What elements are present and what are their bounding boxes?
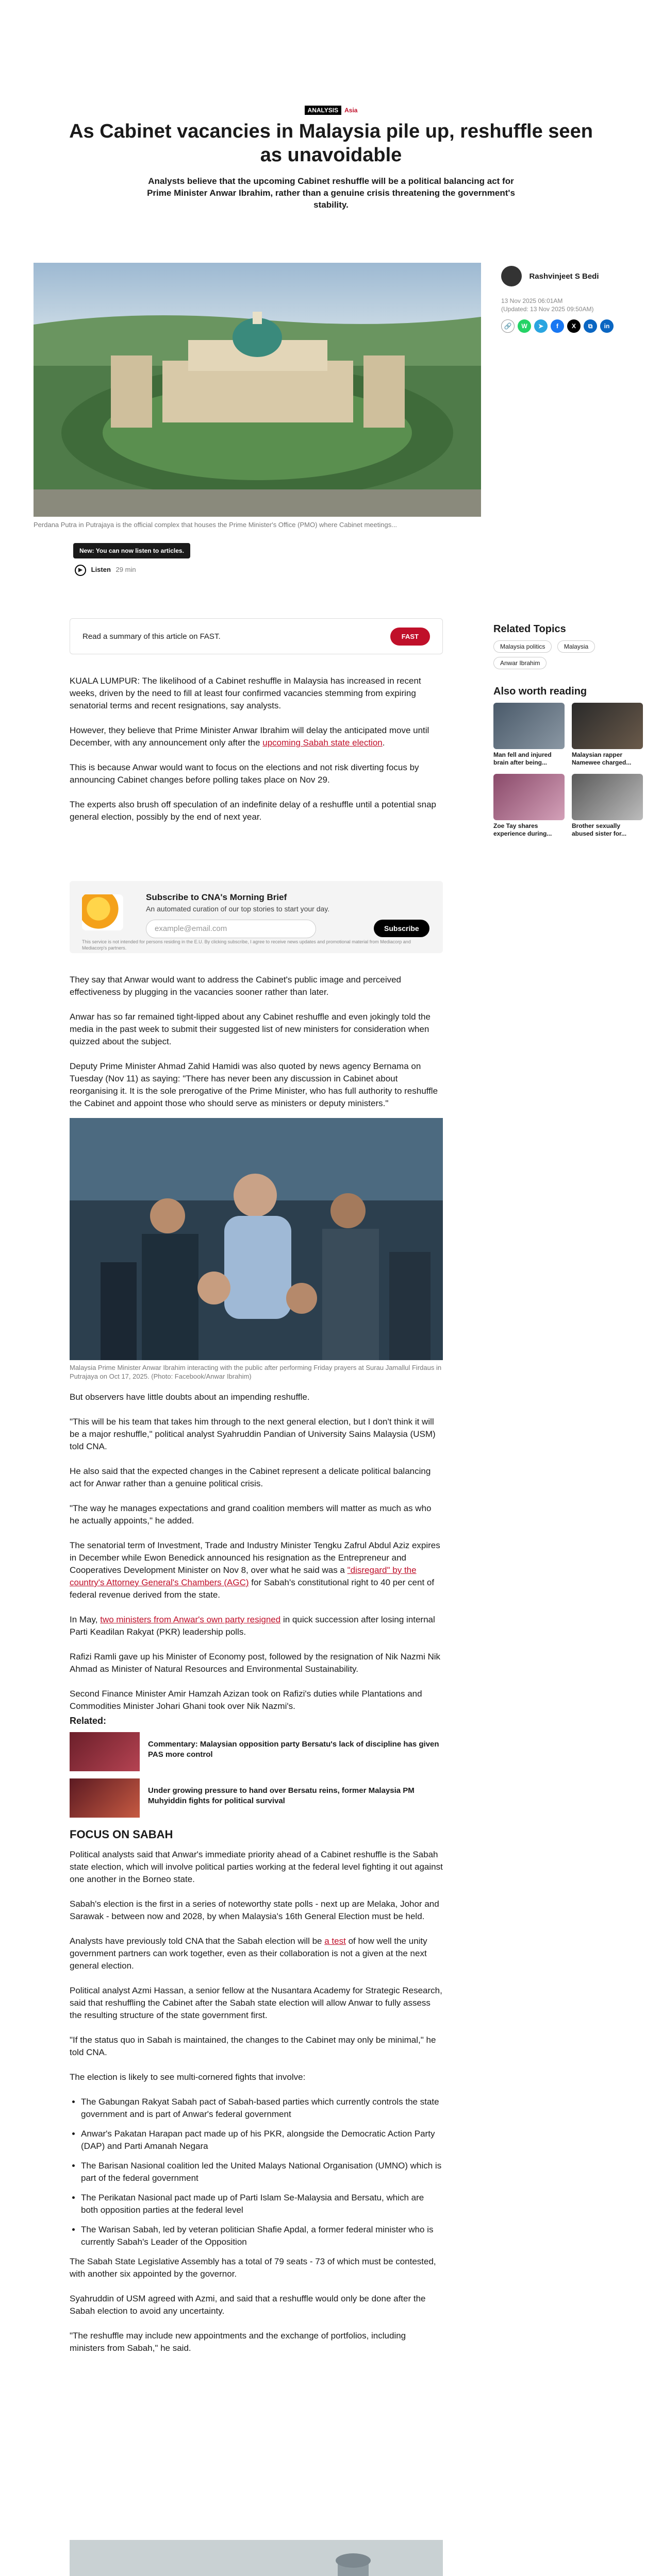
also-title[interactable]: Man fell and injured brain after being... — [493, 751, 552, 766]
related-thumbnail[interactable] — [70, 1732, 140, 1771]
agc-disregard-link[interactable]: "disregard" by the country's Attorney General's Chambers (AGC) — [70, 1565, 417, 1587]
analysis-tag: ANALYSIS — [305, 106, 342, 115]
list-item: • Anwar's Pakatan Harapan pact made up of his PKR, alongside the Democratic Action Party (DAP) and Parti Amanah Negara — [81, 2128, 443, 2153]
paragraph: "The way he manages expectations and grand coalition members will matter as much as who he actually appoints," he added. — [70, 1503, 432, 1526]
article-dates — [501, 297, 640, 313]
topic-pill[interactable]: Anwar Ibrahim — [493, 657, 547, 669]
anwar-photo — [70, 1118, 443, 1360]
paragraph: They say that Anwar would want to address the Cabinet's public image and perceived effectiveness by plugging in the vacancies sooner rather than later. — [70, 975, 402, 997]
list-item: • The Perikatan Nasional pact made up of Parti Islam Se-Malaysia and Bersatu, which are both opposition parties at the federal level — [81, 2192, 443, 2216]
paragraph: Rafizi Ramli gave up his Minister of Economy post, followed by the resignation of Nik Nazmi Nik Ahmad as Minister of Natural Resources and Environmental Sustainability. — [70, 1652, 441, 1674]
also-title[interactable]: Zoe Tay shares experience during... — [493, 822, 552, 837]
linkedin-icon[interactable]: in — [600, 319, 614, 333]
newsletter-subtitle: An automated curation of our top stories to start your day. — [146, 905, 330, 913]
also-thumbnail[interactable] — [493, 774, 565, 820]
updated-date: (Updated: 13 Nov 2025 09:50AM) — [501, 306, 594, 313]
hero-caption: Perdana Putra in Putrajaya is the official complex that houses the Prime Minister's Office (PMO) where Cabinet meetings... — [34, 521, 398, 529]
paragraph: "The reshuffle may include new appointments and the exchange of portfolios, including ministers from Sabah," he said. — [70, 2331, 406, 2353]
also-item[interactable] — [572, 774, 643, 838]
author-name[interactable]: Rashvinjeet S Bedi — [529, 272, 599, 281]
paragraph: Political analysts said that Anwar's immediate priority ahead of a Cabinet reshuffle is the Sabah state election, which will involve political parties working at the federal level fighting it out against one another in the Borneo state. — [70, 1850, 443, 1884]
kota-kinabalu-photo — [70, 2540, 443, 2576]
also-thumbnail[interactable] — [572, 703, 643, 749]
also-thumbnail[interactable] — [493, 703, 565, 749]
paragraph: KUALA LUMPUR: The likelihood of a Cabinet reshuffle in Malaysia has increased in recent weeks, driven by the need to fill at least four confirmed vacancies stemming from expiring senatorial terms and recent resignations, say analysts. — [70, 676, 421, 710]
party-list — [81, 2096, 443, 2248]
facebook-icon[interactable]: f — [551, 319, 564, 333]
article-tags — [0, 106, 662, 115]
play-icon: ▶ — [75, 565, 86, 576]
listen-label: Listen — [91, 566, 111, 574]
also-thumbnail[interactable] — [572, 774, 643, 820]
paragraph: Political analyst Azmi Hassan, a senior fellow at the Nusantara Academy for Strategic Research, said that reshuffling the Cabinet after the Sabah state election will allow Anwar to fully assess the resulting structure of the state government first. — [70, 1986, 442, 2020]
related-thumbnail[interactable] — [70, 1778, 140, 1818]
also-reading-heading: Also worth reading — [493, 686, 587, 697]
listen-toast: New: You can now listen to articles. — [73, 543, 190, 558]
sidebar — [493, 623, 643, 838]
paragraph: The Sabah State Legislative Assembly has a total of 79 seats - 73 of which must be contested, with another six appointed by the governor. — [70, 2257, 436, 2279]
hero-image — [34, 263, 481, 517]
paragraph: He also said that the expected changes in the Cabinet represent a delicate political balancing act for Anwar rather than a genuine political crisis. — [70, 1466, 431, 1488]
paragraph: The election is likely to see multi-cornered fights that involve: — [70, 2072, 306, 2082]
list-item: • The Gabungan Rakyat Sabah pact of Sabah-based parties which currently controls the state government and is part of Anwar's federal government — [81, 2096, 443, 2121]
coffee-cup-icon — [82, 894, 123, 930]
test-link[interactable]: a test — [324, 1936, 346, 1946]
paragraph: However, they believe that Prime Minister Anwar Ibrahim will delay the anticipated move until December, with any announcement only after the upcoming Sabah state election. — [70, 725, 429, 748]
also-item[interactable] — [572, 703, 643, 767]
sabah-election-link[interactable]: upcoming Sabah state election — [262, 738, 383, 748]
paragraph: The experts also brush off speculation of an indefinite delay of a reshuffle until a potential snap general election, possibly by the end of next year. — [70, 800, 437, 822]
fast-summary-box — [70, 618, 443, 654]
subscribe-button[interactable]: Subscribe — [374, 920, 429, 937]
paragraph: Analysts have previously told CNA that the Sabah election will be a test of how well the unity government partners can work together, even as their collaboration is not a given at the next general election. — [70, 1936, 427, 1971]
listen-button[interactable] — [75, 565, 136, 576]
article-body-b — [70, 974, 443, 1110]
article-lede: Analysts believe that the upcoming Cabinet reshuffle will be a political balancing act for Prime Minister Anwar Ibrahim, rather than a genuine crisis threatening the government's stability. — [147, 176, 515, 210]
share-bar — [501, 319, 640, 333]
article-body-d — [70, 1849, 443, 2354]
list-item: • The Warisan Sabah, led by veteran politician Shafie Apdal, a former federal minister who is currently Sabah's Leader of the Opposition — [81, 2224, 443, 2248]
x-icon[interactable]: X — [567, 319, 581, 333]
copy-link-icon[interactable]: 🔗 — [501, 319, 515, 333]
newsletter-disclaimer: This service is not intended for persons residing in the E.U. By clicking subscribe, I agree to receive news updates and promotional material from Mediacorp and Mediacorp's partners. — [82, 939, 411, 951]
share-icon[interactable]: ⧉ — [584, 319, 597, 333]
newsletter-title: Subscribe to CNA's Morning Brief — [146, 892, 287, 902]
also-reading-grid — [493, 703, 643, 838]
whatsapp-icon[interactable]: W — [518, 319, 531, 333]
paragraph: "If the status quo in Sabah is maintained, the changes to the Cabinet may only be minimal," he told CNA. — [70, 2035, 436, 2057]
email-field[interactable]: example@email.com — [146, 920, 316, 938]
also-title[interactable]: Brother sexually abused sister for... — [572, 822, 627, 837]
paragraph: Deputy Prime Minister Ahmad Zahid Hamidi was also quoted by news agency Bernama on Tuesday (Nov 11) as saying: "There has never been any discussion in Cabinet about reorganising it. It is the sole prerogative of the Prime Minister, who has full authority to reshuffle the Cabinet and appoint those who should serve as ministers or deputy ministers." — [70, 1061, 438, 1108]
topic-pill[interactable]: Malaysia politics — [493, 640, 552, 653]
anwar-photo-caption: Malaysia Prime Minister Anwar Ibrahim interacting with the public after performing Friday prayers at Surau Jamallul Firdaus in Putrajaya on Oct 17, 2025. (Photo: Facebook/Anwar Ibrahim) — [70, 1364, 442, 1380]
article-headline: As Cabinet vacancies in Malaysia pile up, reshuffle seen as unavoidable — [69, 121, 593, 166]
article-body-c — [70, 1391, 443, 1713]
related-topics-heading: Related Topics — [493, 623, 566, 635]
list-item: • The Barisan Nasional coalition led the United Malays National Organisation (UMNO) which is part of the federal government — [81, 2160, 443, 2184]
paragraph: In May, two ministers from Anwar's own party resigned in quick succession after losing internal Parti Keadilan Rakyat (PKR) leadership polls. — [70, 1615, 435, 1637]
related-item[interactable] — [70, 1732, 443, 1771]
also-item[interactable] — [493, 774, 565, 838]
published-date: 13 Nov 2025 06:01AM — [501, 297, 563, 304]
related-heading: Related: — [70, 1716, 107, 1726]
paragraph: The senatorial term of Investment, Trade and Industry Minister Tengku Zafrul Abdul Aziz expires in December while Ewon Benedick announced his resignation as the Entrepreneur and Cooperatives Development Minister on Nov 8, over what he said was a "disregard" by the country's Attorney General's Chambers (AGC) for Sabah's constitutional right to 40 per cent of federal revenue derived from the state. — [70, 1540, 440, 1600]
paragraph: Anwar has so far remained tight-lipped about any Cabinet reshuffle and even jokingly told the media in the past week to submit their suggested list of new ministers for consideration when quizzed about the subject. — [70, 1012, 431, 1046]
ministers-resigned-link[interactable]: two ministers from Anwar's own party resigned — [100, 1615, 281, 1624]
author-box — [501, 266, 640, 333]
topic-pills — [493, 640, 643, 673]
newsletter-box — [70, 881, 443, 953]
paragraph: Syahruddin of USM agreed with Azmi, and said that a reshuffle would only be done after the Sabah election to avoid any uncertainty. — [70, 2294, 426, 2316]
listen-duration: 29 min — [115, 566, 136, 574]
section-tag[interactable]: Asia — [344, 107, 358, 114]
section-heading: FOCUS ON SABAH — [70, 1828, 173, 1841]
also-title[interactable]: Malaysian rapper Namewee charged... — [572, 751, 632, 766]
article-body-a — [70, 675, 443, 823]
fast-text: Read a summary of this article on FAST. — [82, 632, 221, 641]
related-item[interactable] — [70, 1778, 443, 1818]
paragraph: But observers have little doubts about an impending reshuffle. — [70, 1392, 310, 1402]
author-avatar — [501, 266, 522, 286]
telegram-icon[interactable]: ➤ — [534, 319, 548, 333]
paragraph: "This will be his team that takes him through to the next general election, but I don't think it will be a major reshuffle," political analyst Syahruddin Pandian of University Sains Malaysia (USM) told CNA. — [70, 1417, 436, 1451]
related-title[interactable]: Under growing pressure to hand over Bersatu reins, former Malaysia PM Muhyiddin fights for political survival — [148, 1786, 415, 1805]
also-item[interactable] — [493, 703, 565, 767]
topic-pill[interactable]: Malaysia — [557, 640, 595, 653]
fast-button[interactable]: FAST — [390, 628, 430, 646]
paragraph: Second Finance Minister Amir Hamzah Azizan took on Rafizi's duties while Plantations and Commodities Minister Johari Ghani took over Nik Nazmi's. — [70, 1689, 422, 1711]
paragraph: Sabah's election is the first in a series of noteworthy state polls - next up are Melaka, Johor and Sarawak - between now and 2028, by when Malaysia's 16th General Election must be held. — [70, 1899, 439, 1921]
paragraph: This is because Anwar would want to focus on the elections and not risk diverting focus by announcing Cabinet changes before polling takes place on Nov 29. — [70, 762, 419, 785]
related-title[interactable]: Commentary: Malaysian opposition party Bersatu's lack of discipline has given PAS more control — [148, 1740, 439, 1759]
